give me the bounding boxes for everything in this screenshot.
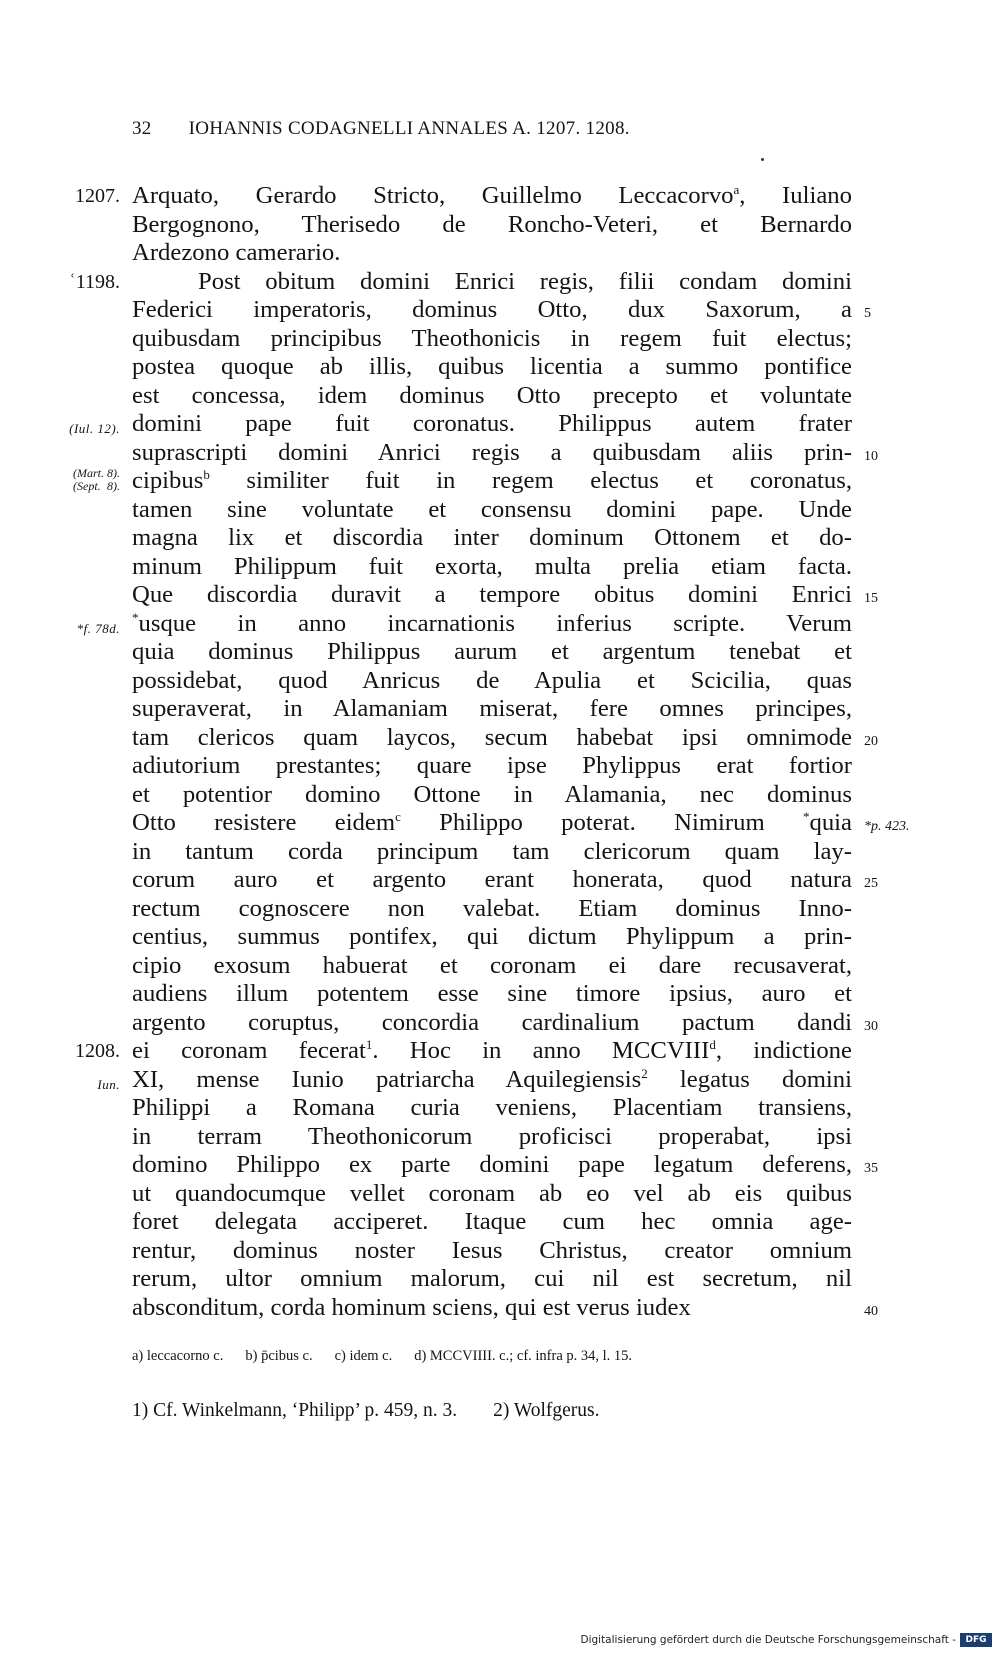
line-text: et potentior domino Ottone in Alamania, nec dominus — [132, 780, 852, 808]
line-text: Otto resistere eidem$^c$ Philippo poterat. Nimirum *quia — [132, 808, 852, 836]
line-number: 10 — [864, 448, 878, 464]
text-line — [132, 1293, 878, 1323]
line-text: magna lix et discordia inter dominum Ottonem et do- — [132, 524, 852, 551]
text-line — [76, 609, 852, 639]
text-line — [132, 752, 852, 781]
line-number: 30 — [864, 1018, 878, 1034]
line-text: corum auro et argento erant honerata, quod natura — [132, 866, 852, 893]
line-number: *p. 423. — [864, 819, 910, 834]
running-header — [132, 118, 630, 140]
source-footnote: 1) Cf. Winkelmann, ‘Philipp’ p. 459, n. 3. — [132, 1400, 458, 1421]
line-text: Post obitum domini Enrici regis, filii condam domini — [198, 267, 852, 295]
text-line — [132, 438, 878, 468]
line-number: 5 — [864, 306, 871, 321]
source-footnotes — [132, 1400, 635, 1422]
line-text: rerum, ultor omnium malorum, cui nil est secretum, nil — [132, 1265, 852, 1292]
text-line — [132, 866, 878, 895]
printer-dot — [761, 158, 764, 161]
line-text: domino Philippo ex parte domini pape legatum deferens, — [132, 1151, 852, 1178]
line-text: rectum cognoscere non valebat. Etiam dominus Inno- — [132, 894, 852, 922]
text-line — [132, 923, 852, 952]
line-text: suprascripti domini Anrici regis a quibusdam aliis prin- — [132, 438, 852, 466]
line-text: cipibus$^b$ similiter fuit in regem electus et coronatus, — [132, 466, 852, 494]
line-text: *usque in anno incarnationis inferius scripte. Verum — [132, 609, 852, 637]
text-line — [75, 181, 852, 211]
line-text: rentur, dominus noster Iesus Christus, creator omnium — [132, 1236, 852, 1264]
text-line — [97, 1065, 852, 1095]
text-line — [132, 239, 852, 268]
line-text: superaverat, in Alamaniam miserat, fere omnes principes, — [132, 695, 852, 722]
text-line — [132, 980, 852, 1009]
line-text: Federici imperatoris, dominus Otto, dux Saxorum, a — [132, 296, 852, 323]
text-line — [132, 581, 878, 610]
text-line — [132, 808, 910, 838]
line-number: 15 — [864, 591, 878, 606]
line-text: ei coronam fecerat$^1$. Hoc in anno MCCVIII$^d$, indictione — [132, 1036, 852, 1064]
line-number: 25 — [864, 876, 878, 891]
line-text: Ardezono camerario. — [132, 239, 341, 266]
text-line — [132, 211, 852, 240]
text-line — [132, 382, 852, 411]
textual-footnote: c) idem c. — [334, 1348, 393, 1364]
left-margin-note: *f. 78d. — [76, 620, 120, 636]
text-line — [75, 1036, 852, 1066]
text-line — [132, 1208, 852, 1237]
line-text: absconditum, corda hominum sciens, qui est verus iudex — [132, 1293, 691, 1321]
line-text: centius, summus pontifex, qui dictum Phylippum a prin- — [132, 923, 852, 950]
text-line — [132, 325, 852, 354]
line-text: quia dominus Philippus aurum et argentum tenebat et — [132, 638, 852, 665]
dfg-logo: DFG — [960, 1633, 992, 1647]
text-line — [132, 723, 878, 753]
line-number: 20 — [864, 733, 878, 749]
text-line — [69, 267, 852, 297]
line-text: audiens illum potentem esse sine timore ipsius, auro et — [132, 980, 852, 1007]
line-text: possidebat, quod Anricus de Apulia et Scicilia, quas — [132, 666, 852, 694]
text-line — [132, 1123, 852, 1152]
text-line — [132, 1094, 852, 1123]
textual-footnote: a) leccacorno c. — [132, 1348, 224, 1364]
text-line — [132, 667, 852, 696]
running-title: IOHANNIS CODAGNELLI ANNALES A. 1207. 1208. — [188, 118, 630, 139]
text-line — [132, 781, 852, 810]
left-margin-note: 1207. — [75, 185, 120, 207]
text-line — [132, 638, 852, 667]
line-text: minum Philippum fuit exorta, multa prelia etiam facta. — [132, 552, 852, 580]
line-text: est concessa, idem dominus Otto precepto et voluntate — [132, 381, 852, 409]
left-margin-note: (Iul. 12). — [69, 421, 120, 436]
text-line — [132, 1180, 852, 1209]
text-line — [69, 410, 852, 439]
left-margin-note: 1208. — [75, 1040, 120, 1062]
textual-footnote: b) p̄cibus c. — [245, 1348, 313, 1364]
line-text: in terram Theothonicorum proficisci properabat, ipsi — [132, 1122, 852, 1150]
text-line — [132, 695, 852, 724]
line-text: ut quandocumque vellet coronam ab eo vel ab eis quibus — [132, 1179, 852, 1207]
left-margin-note: ʿ1198. — [69, 270, 120, 293]
textual-footnote: d) MCCVIIII. c.; cf. infra p. 34, l. 15. — [414, 1348, 633, 1364]
page-number: 32 — [132, 118, 152, 139]
left-margin-note: Iun. — [97, 1076, 120, 1092]
line-text: Que discordia duravit a tempore obitus domini Enrici — [132, 581, 852, 608]
text-line — [132, 524, 852, 553]
line-text: Bergognono, Therisedo de Roncho-Veteri, et Bernardo — [132, 210, 852, 238]
line-text: postea quoque ab illis, quibus licentia a summo pontifice — [132, 353, 852, 380]
text-line — [132, 353, 852, 382]
text-line — [132, 1008, 878, 1038]
line-text: XI, mense Iunio patriarcha Aquilegiensis$^2$ legatus domini — [132, 1065, 852, 1093]
text-line — [132, 895, 852, 924]
line-text: Philippi a Romana curia veniens, Placentiam transiens, — [132, 1094, 852, 1121]
source-footnote: 2) Wolfgerus. — [493, 1400, 600, 1421]
line-text: domini pape fuit coronatus. Philippus autem frater — [132, 410, 852, 437]
line-text: cipio exosum habuerat et coronam ei dare recusaverat, — [132, 951, 852, 979]
text-line — [132, 296, 871, 325]
text-line — [132, 838, 852, 867]
text-line — [132, 1265, 852, 1294]
digitization-credit: Digitalisierung gefördert durch die Deutsche Forschungsgemeinschaft - — [580, 1634, 956, 1646]
text-line — [132, 553, 852, 582]
text-line — [132, 952, 852, 981]
text-line — [132, 1151, 878, 1180]
textual-footnotes — [132, 1348, 654, 1365]
line-number: 40 — [864, 1303, 878, 1319]
text-line — [132, 496, 852, 525]
text-line — [73, 466, 852, 496]
line-text: Arquato, Gerardo Stricto, Guillelmo Leccacorvo$^a$, Iuliano — [132, 181, 852, 209]
line-text: quibusdam principibus Theothonicis in regem fuit electus; — [132, 324, 852, 352]
line-text: argento coruptus, concordia cardinalium pactum dandi — [132, 1008, 852, 1036]
left-margin-note: (Mart. 8). (Sept. 8). — [73, 466, 120, 493]
line-text: foret delegata acciperet. Itaque cum hec omnia age- — [132, 1208, 852, 1235]
text-line — [132, 1237, 852, 1266]
main-text — [69, 181, 910, 1322]
line-text: tam clericos quam laycos, secum habebat ipsi omnimode — [132, 723, 852, 751]
line-text: in tantum corda principum tam clericorum quam lay- — [132, 837, 852, 865]
line-text: adiutorium prestantes; quare ipse Phylippus erat fortior — [132, 752, 852, 779]
line-text: tamen sine voluntate et consensu domini pape. Unde — [132, 495, 852, 523]
line-number: 35 — [864, 1161, 878, 1176]
